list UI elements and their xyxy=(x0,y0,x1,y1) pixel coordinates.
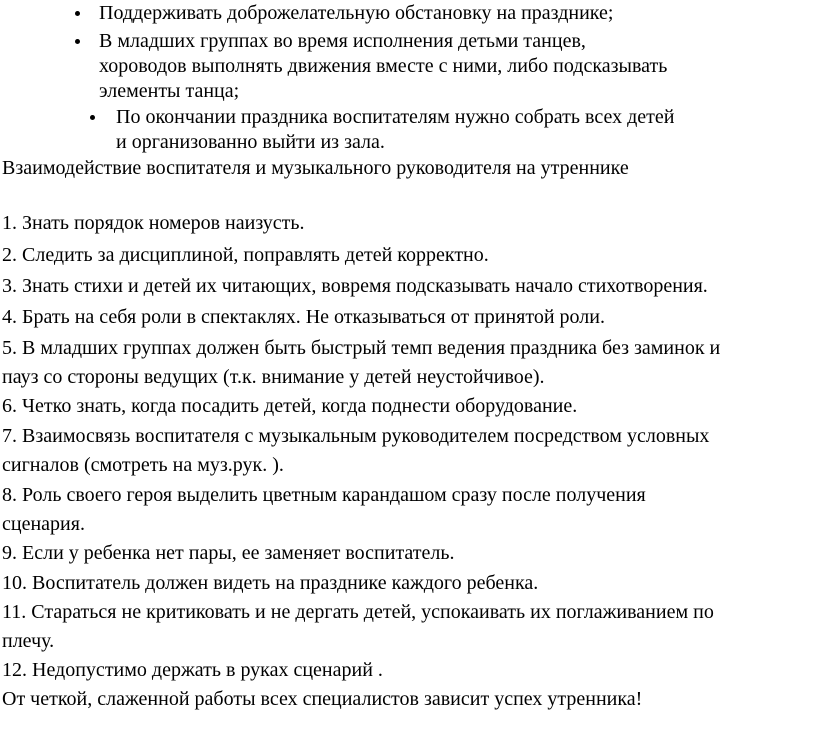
bullet-2-line-3: элементы танца; xyxy=(99,80,240,102)
bullet-2-line-1: В младших группах во время исполнения детьми танцев, xyxy=(99,30,586,52)
list-item-8-line-2: сценария. xyxy=(2,513,85,535)
list-item-4: 4. Брать на себя роли в спектаклях. Не отказываться от принятой роли. xyxy=(2,306,605,328)
list-item-11-line-1: 11. Стараться не критиковать и не дергать детей, успокаивать их поглаживанием по xyxy=(2,601,714,623)
list-item-3: 3. Знать стихи и детей их читающих, вовремя подсказывать начало стихотворения. xyxy=(2,275,708,297)
list-item-1: 1. Знать порядок номеров наизусть. xyxy=(2,212,305,234)
list-item-6: 6. Четко знать, когда посадить детей, когда поднести оборудование. xyxy=(2,395,578,417)
list-item-2: 2. Следить за дисциплиной, поправлять детей корректно. xyxy=(2,244,489,266)
list-item-5-line-1: 5. В младших группах должен быть быстрый темп ведения праздника без заминок и xyxy=(2,337,721,359)
bullet-3-line-2: и организованно выйти из зала. xyxy=(116,131,385,153)
list-item-5-line-2: пауз со стороны ведущих (т.к. внимание у детей неустойчивое). xyxy=(2,366,545,388)
bullet-1-line-1: Поддерживать доброжелательную обстановку на празднике; xyxy=(99,2,614,24)
list-item-10: 10. Воспитатель должен видеть на празднике каждого ребенка. xyxy=(2,572,539,594)
list-item-12: 12. Недопустимо держать в руках сценарий . xyxy=(2,659,383,681)
bullet-dot-1 xyxy=(75,11,80,16)
list-item-11-line-2: плечу. xyxy=(2,630,55,652)
list-item-9: 9. Если у ребенка нет пары, ее заменяет воспитатель. xyxy=(2,542,455,564)
list-item-7-line-1: 7. Взаимосвязь воспитателя с музыкальным руководителем посредством условных xyxy=(2,425,710,447)
conclusion: От четкой, слаженной работы всех специалистов зависит успех утренника! xyxy=(2,688,643,710)
section-heading: Взаимодействие воспитателя и музыкального руководителя на утреннике xyxy=(2,157,629,179)
list-item-7-line-2: сигналов (смотреть на муз.рук. ). xyxy=(2,454,284,476)
list-item-8-line-1: 8. Роль своего героя выделить цветным карандашом сразу после получения xyxy=(2,484,646,506)
bullet-3-line-1: По окончании праздника воспитателям нужно собрать всех детей xyxy=(116,106,675,128)
bullet-2-line-2: хороводов выполнять движения вместе с ними, либо подсказывать xyxy=(99,55,668,77)
bullet-dot-3 xyxy=(90,115,95,120)
bullet-dot-2 xyxy=(75,39,80,44)
